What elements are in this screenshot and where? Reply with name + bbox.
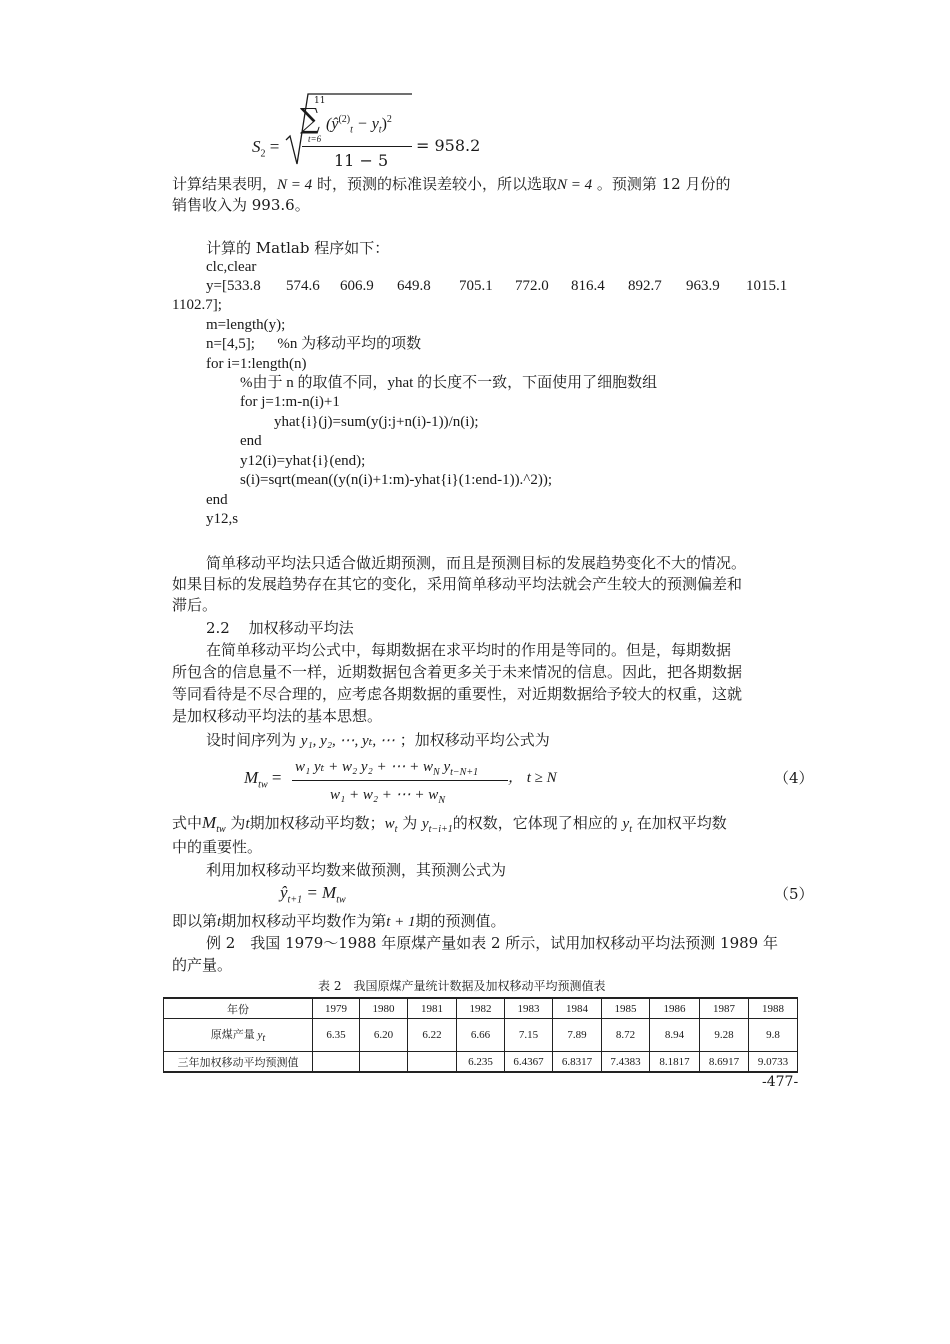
code-line: y12,s <box>206 511 239 527</box>
table-row <box>164 998 798 1019</box>
table-cell: 1984 <box>553 998 602 1019</box>
code-line-y: y=[533.8 574.6 606.9 649.8 705.1 772.0 816.4 892.7 963.9 1015.1 <box>206 278 788 294</box>
table-row-label: 原煤产量 $y_t$ <box>164 1019 313 1052</box>
sum-symbol: ∑ <box>300 102 320 135</box>
table-cell: 1979 <box>313 998 360 1019</box>
table-row-label: 三年加权移动平均预测值 <box>164 1052 313 1073</box>
table-cell: 6.35 <box>313 1019 360 1052</box>
m-tw-symbol: M <box>244 768 259 787</box>
example-line: 例 2 我国 1979～1988 年原煤产量如表 2 所示，试用加权移动平均法预测 1989 年 <box>206 934 778 952</box>
table-cell: 7.89 <box>553 1019 602 1052</box>
code-line: for i=1:length(n) <box>206 356 307 372</box>
formula4-explanation: 式中$M_{tw}$ 为t期加权移动平均数；$w_t$ 为 $y_{t-i+1}$的权数，它体现了相应的 $y_t$ 在加权平均数 <box>172 813 727 835</box>
fraction-bar <box>302 146 412 147</box>
paragraph-line: 简单移动平均法只适合做近期预测，而且是预测目标的发展趋势变化不大的情况。 <box>206 554 747 572</box>
table-cell: 1982 <box>457 998 505 1019</box>
paragraph-line: 如果目标的发展趋势存在其它的变化，采用简单移动平均法就会产生较大的预测偏差和 <box>172 575 743 593</box>
formula4-condition: ， t ≥ N <box>508 770 557 786</box>
code-line: n=[4,5]; %n 为移动平均的项数 <box>206 336 422 352</box>
section-heading <box>206 618 354 638</box>
conclusion-line-1: 计算结果表明，N = 4 时，预测的标准误差较小，所以选取N = 4 。预测第 12 月份的 <box>172 175 731 193</box>
table-cell: 8.94 <box>650 1019 700 1052</box>
equation-number-5: （5） <box>774 885 814 903</box>
table-cell <box>408 1052 457 1073</box>
code-line: for j=1:m-n(i)+1 <box>240 394 340 410</box>
table-cell: 6.22 <box>408 1019 457 1052</box>
table-row <box>164 1019 798 1052</box>
section-number: 2.2 <box>206 619 230 637</box>
paragraph-line: 所包含的信息量不一样，近期数据包含着更多关于未来情况的信息。因此，把各期数据 <box>172 663 743 681</box>
example-line: 的产量。 <box>172 956 233 974</box>
equation-number-4: （4） <box>774 769 814 787</box>
table-cell: 1986 <box>650 998 700 1019</box>
s2-result: = 958.2 <box>416 136 481 155</box>
paragraph-line: 中的重要性。 <box>172 838 263 856</box>
sum-upper-limit: 11 <box>314 96 326 106</box>
code-line: s(i)=sqrt(mean((y(n(i)+1:m)-yhat{i}(1:end-1)).^2)); <box>240 472 553 488</box>
table-cell: 1983 <box>505 998 553 1019</box>
paragraph-line: 是加权移动平均法的基本思想。 <box>172 707 383 725</box>
table-cell: 6.235 <box>457 1052 505 1073</box>
code-line: end <box>206 492 228 508</box>
paragraph-line: 在简单移动平均公式中，每期数据在求平均时的作用是等同的。但是，每期数据 <box>206 641 732 659</box>
s2-symbol: S <box>252 137 261 156</box>
table-cell: 9.28 <box>700 1019 749 1052</box>
table-caption: 表 2 我国原煤产量统计数据及加权移动平均预测值表 <box>318 979 606 993</box>
s2-denominator: 11 − 5 <box>334 151 389 170</box>
code-line: clc,clear <box>206 259 257 275</box>
fraction-bar <box>292 780 508 781</box>
code-comment: %由于 n 的取值不同，yhat 的长度不一致，下面使用了细胞数组 <box>240 375 658 391</box>
table-cell: 6.8317 <box>553 1052 602 1073</box>
table-cell: 7.15 <box>505 1019 553 1052</box>
table-cell: 1981 <box>408 998 457 1019</box>
code-line: 1102.7]; <box>172 297 222 313</box>
conclusion-line-2: 销售收入为 993.6。 <box>172 196 310 214</box>
table-cell <box>360 1052 408 1073</box>
table-cell: 8.1817 <box>650 1052 700 1073</box>
code-line: y12(i)=yhat{i}(end); <box>240 453 366 469</box>
s2-numerator: $(ŷ^{(2)}_t - y_t)^2$ <box>326 114 392 136</box>
table-cell: 1980 <box>360 998 408 1019</box>
series-definition: 设时间序列为 y₁, y₂, ⋯, yₜ, ⋯ ；加权移动平均公式为 <box>206 731 550 749</box>
paragraph-line: 等同看待是不尽合理的，应考虑各期数据的重要性，对近期数据给予较大的权重，这就 <box>172 685 743 703</box>
code-intro: 计算的 Matlab 程序如下： <box>206 239 390 257</box>
table-cell: 1987 <box>700 998 749 1019</box>
prediction-intro: 利用加权移动平均数来做预测，其预测公式为 <box>206 861 507 879</box>
formula4-numerator: w₁ yₜ + w₂ y₂ + ⋯ + $w_N$ $y_{t-N+1}$ <box>295 759 479 778</box>
table-header-label: 年份 <box>164 998 313 1019</box>
coal-production-table <box>163 997 798 1073</box>
code-line: end <box>240 433 262 449</box>
formula4-denominator: w₁ + w₂ + ⋯ + $w_N$ <box>330 787 445 806</box>
table-cell: 9.0733 <box>749 1052 798 1073</box>
document-page: $S_2$ = 11 ∑ t=6 $(ŷ^{(2)}_t - y_t)^2$ 11 − 5 = 958.2 计算结果表明，N = 4 时，预测的标准误差较小，所以选取N = 4 。预测第 12 月份的 销售收入为 993.6。 计算的 Matlab 程序如下： clc,clear y=[533.8 574.6 606.9 649.8 705.1 772.0 816.4 892.7 963.9 1015.1 1102.7]; m=length(y); n=[4,5]; %n 为移动平均的项数 for i=1:length(n) %由于 n 的取值不同，yhat 的长度不一致，下面使用了细胞数组 for j=1:m-n(i)+1 yhat{i}(j)=sum(y(j:j+n(i)-1))/n(i); end y12(i)=yhat{i}(end); s(i)=sqrt(mean((y(n(i)+1:m)-yhat{i}(1:end-1)).^2)); end y12,s 简单移动平均法只适合做近期预测，而且是预测目标的发展趋势变化不大的情况。 如果目标的发展趋势存在其它的变化，采用简单移动平均法就会产生较大的预测偏差和 滞后。 2.2 加权移动平均法 在简单移动平均公式中，每期数据在求平均时的作用是等同的。但是，每期数据 所包含的信息量不一样，近期数据包含着更多关于未来情况的信息。因此，把各期数据 等同看待是不尽合理的，应考虑各期数据的重要性，对近期数据给予较大的权重，这就 是加权移动平均法的基本思想。 设时间序列为 y₁, y₂, ⋯, yₜ, ⋯ ；加权移动平均公式为 $M_{tw}$ = w₁ yₜ + w₂ y₂ + ⋯ + $w_N$ $y_{t-N+1}$ w₁ + w₂ + ⋯ + $w_N$ ， t ≥ N （4） 式中$M_{tw}$ 为t期加权移动平均数；$w_t$ 为 $y_{t-i+1}$的权数，它体现了相应的 $y_t$ 在加权平均数 中的重要性。 利用加权移动平均数来做预测，其预测公式为 $ŷ_{t+1} = M_{tw}$ （5） 即以第t期加权移动平均数作为第t + 1期的预测值。 例 2 我国 1979～1988 年原煤产量如表 2 所示，试用加权移动平均法预测 1989 年 的产量。 表 2 我国原煤产量统计数据及加权移动平均预测值表 年份 1979 1980 1981 1982 1983 1984 1985 1986 1987 1988 原煤产量 $y_t$ 6.35 6.20 6.22 6.66 7.15 7.89 8.72 8.94 9.28 9.8 三年加权移动平均预测值 6.235 6.4367 6.8317 7.4383 8.1817 8.6917 9.0733 -477- <box>0 0 950 1344</box>
table-cell: 6.20 <box>360 1019 408 1052</box>
table-cell: 6.4367 <box>505 1052 553 1073</box>
table-cell: 7.4383 <box>602 1052 650 1073</box>
table-cell: 8.6917 <box>700 1052 749 1073</box>
sum-lower-limit: t=6 <box>308 134 322 144</box>
code-line: yhat{i}(j)=sum(y(j:j+n(i)-1))/n(i); <box>274 414 479 430</box>
table-cell: 1988 <box>749 998 798 1019</box>
table-row <box>164 1052 798 1073</box>
code-line: m=length(y); <box>206 317 286 333</box>
table-cell: 1985 <box>602 998 650 1019</box>
table-cell: 6.66 <box>457 1019 505 1052</box>
table-cell: 9.8 <box>749 1019 798 1052</box>
page-number: -477- <box>762 1074 799 1090</box>
section-title: 加权移动平均法 <box>248 619 354 637</box>
table-cell <box>313 1052 360 1073</box>
prediction-explanation: 即以第t期加权移动平均数作为第t + 1期的预测值。 <box>172 912 506 930</box>
table-cell: 8.72 <box>602 1019 650 1052</box>
paragraph-line: 滞后。 <box>172 596 218 614</box>
